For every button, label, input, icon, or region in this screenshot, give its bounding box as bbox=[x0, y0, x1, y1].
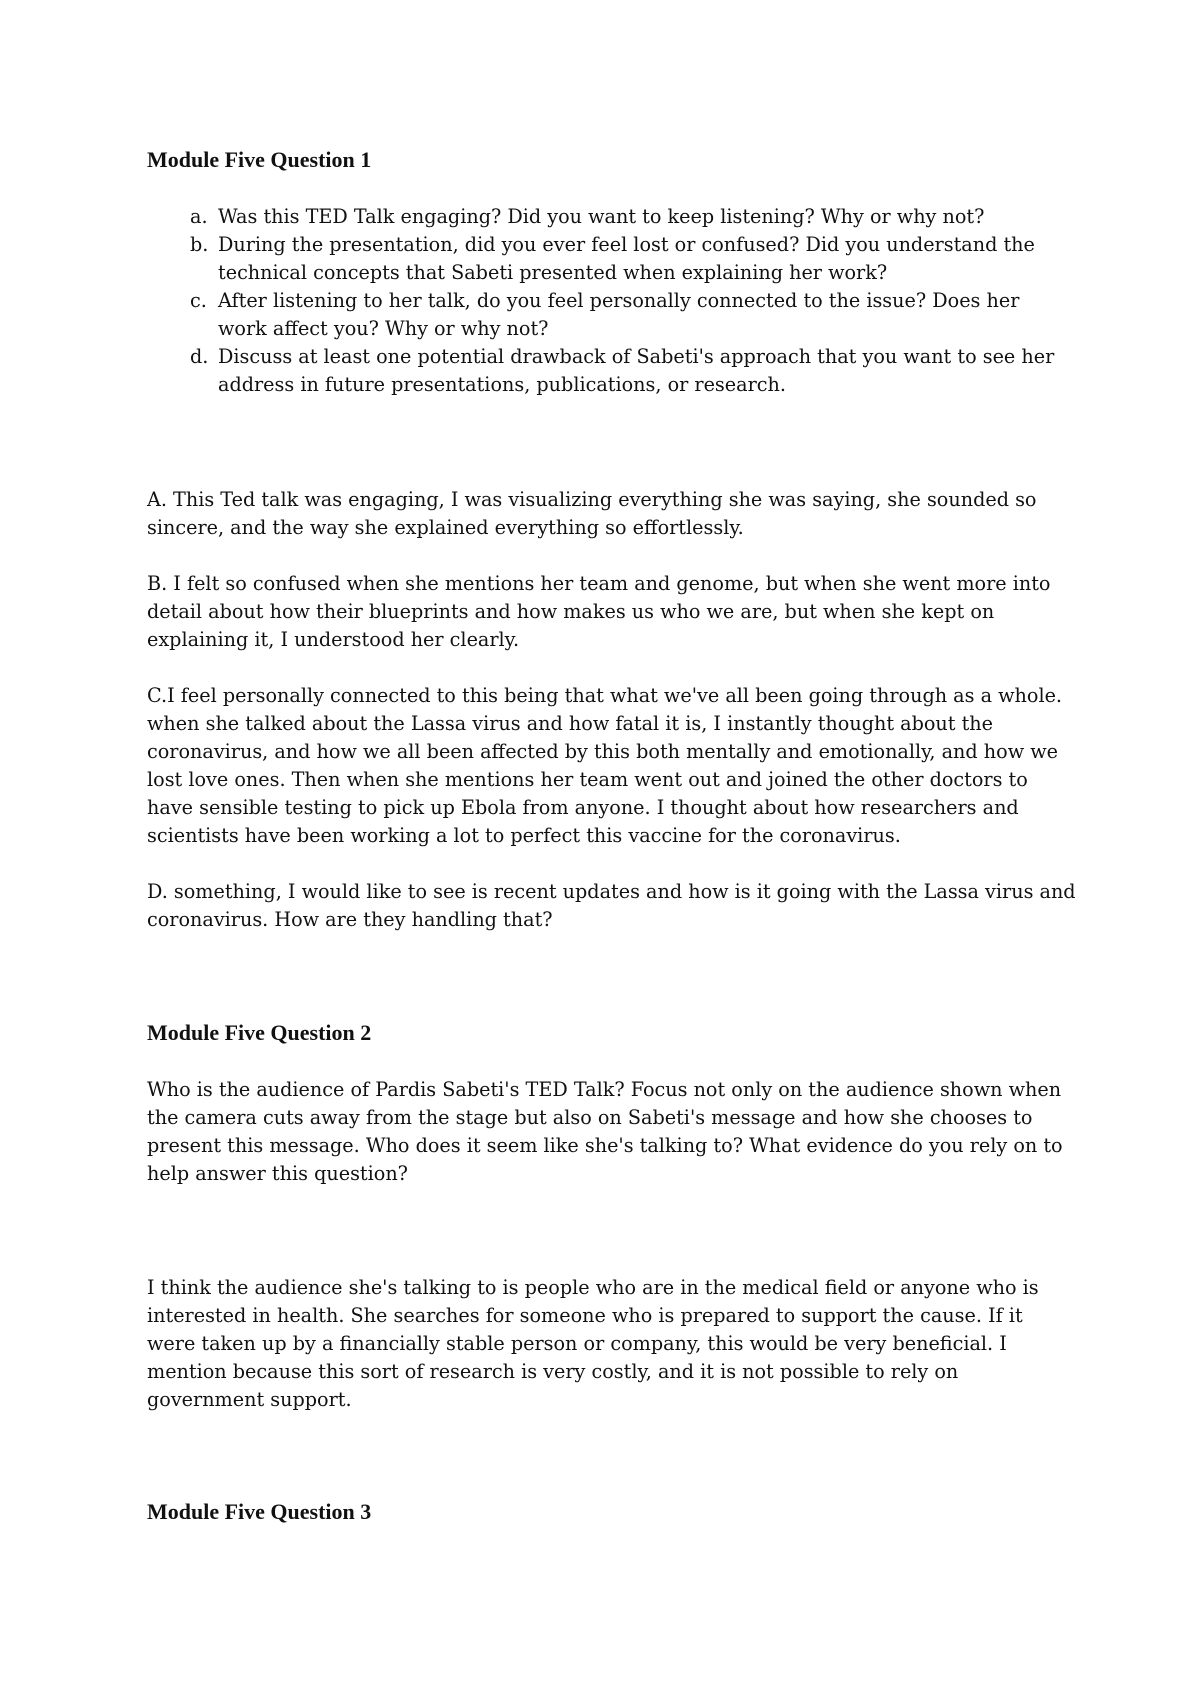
question-text: During the presentation, did you ever feel lost or confused? Did you understand the technical concepts that Sabeti presented when explaining her work? bbox=[218, 233, 1035, 284]
q1-question-d bbox=[190, 343, 1070, 399]
q2-heading: Module Five Question 2 bbox=[147, 1020, 372, 1045]
question-text: After listening to her talk, do you feel personally connected to the issue? Does her work affect you? Why or why not? bbox=[218, 289, 1020, 340]
q2-answer: I think the audience she's talking to is people who are in the medical field or anyone who is interested in health. She searches for someone who is prepared to support the cause. If it were taken up by a financially stable person or company, this would be very beneficial. I mention because this sort of research is very costly, and it is not possible to rely on government support. bbox=[147, 1276, 1039, 1411]
q1-answer-d: D. something, I would like to see is recent updates and how is it going with the Lassa virus and coronavirus. How are they handling that? bbox=[147, 880, 1076, 931]
q3-heading: Module Five Question 3 bbox=[147, 1499, 372, 1524]
q1-answer-a: A. This Ted talk was engaging, I was visualizing everything she was saying, she sounded so sincere, and the way she explained everything so effortlessly. bbox=[147, 488, 1037, 539]
q1-heading: Module Five Question 1 bbox=[147, 147, 372, 172]
question-text: Discuss at least one potential drawback of Sabeti's approach that you want to see her address in future presentations, publications, or research. bbox=[218, 345, 1055, 396]
q1-question-list bbox=[190, 203, 1070, 399]
q1-answer-c: C.I feel personally connected to this being that what we've all been going through as a whole. when she talked about the Lassa virus and how fatal it is, I instantly thought about the coronavirus, and how we all been affected by this both mentally and emotionally, and how we lost love ones. Then when she mentions her team went out and joined the other doctors to have sensible testing to pick up Ebola from anyone. I thought about how researchers and scientists have been working a lot to perfect this vaccine for the coronavirus. bbox=[147, 684, 1063, 847]
q1-question-b bbox=[190, 231, 1070, 287]
question-text: Was this TED Talk engaging? Did you want to keep listening? Why or why not? bbox=[218, 205, 985, 228]
q1-question-a bbox=[190, 203, 1070, 231]
list-marker: d. bbox=[190, 345, 209, 368]
q1-answer-b: B. I felt so confused when she mentions her team and genome, but when she went more into detail about how their blueprints and how makes us who we are, but when she kept on explaining it, I understood her clearly. bbox=[147, 572, 1051, 651]
list-marker: b. bbox=[190, 233, 209, 256]
list-marker: a. bbox=[190, 205, 208, 228]
q2-prompt: Who is the audience of Pardis Sabeti's TED Talk? Focus not only on the audience shown when the camera cuts away from the stage but also on Sabeti's message and how she chooses to present this message. Who does it seem like she's talking to? What evidence do you rely on to help answer this question? bbox=[147, 1078, 1063, 1185]
q1-question-c bbox=[190, 287, 1070, 343]
list-marker: c. bbox=[190, 289, 207, 312]
